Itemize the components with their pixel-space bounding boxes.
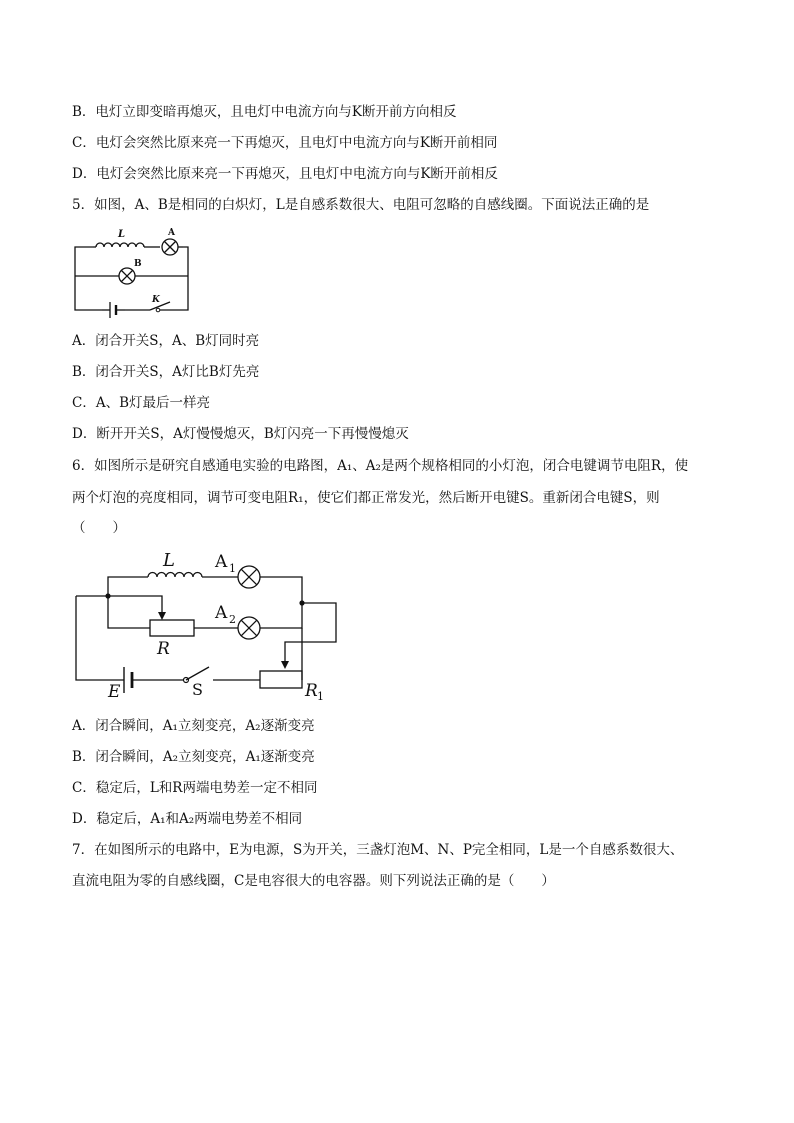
- coil-label: L: [163, 550, 175, 571]
- lamp-a1-label: A: [215, 552, 228, 572]
- option-d-q5: D．断开开关S，A灯慢慢熄灭，B灯闪亮一下再慢慢熄灭: [72, 426, 409, 442]
- lamp-b-label: B: [134, 259, 142, 269]
- option-d-q6: D．稳定后，A₁和A₂两端电势差不相同: [72, 811, 303, 827]
- lamp-a2-label: A: [215, 603, 228, 623]
- resistor-r1-label: R: [305, 681, 318, 701]
- option-a-q6: A．闭合瞬间，A₁立刻变亮，A₂逐渐变亮: [72, 718, 315, 734]
- question-7-stem-line1: 7．在如图所示的电路中，E为电源，S为开关，三盏灯泡M、N、P完全相同，L是一个自感系数很大、: [72, 842, 684, 858]
- coil-label: L: [118, 229, 126, 240]
- lamp-a1-subscript: 1: [229, 562, 236, 575]
- lamp-a2-subscript: 2: [229, 613, 236, 626]
- lamp-a-label: A: [168, 228, 175, 238]
- switch-s-label: S: [192, 680, 203, 699]
- source-e-label: E: [108, 682, 121, 702]
- option-d-q4: D．电灯会突然比原来亮一下再熄灭，且电灯中电流方向与K断开前相反: [72, 166, 498, 182]
- question-6-stem-line1: 6．如图所示是研究自感通电实验的电路图，A₁、A₂是两个规格相同的小灯泡，闭合电键调节电阻R，使: [72, 458, 689, 474]
- answer-blank: （ ）: [72, 520, 126, 536]
- option-c-q6: C．稳定后，L和R两端电势差一定不相同: [72, 780, 318, 796]
- resistor-r1-subscript: 1: [317, 690, 324, 703]
- question-7-stem-line2: 直流电阻为零的自感线圈，C是电容很大的电容器。则下列说法正确的是（ ）: [72, 873, 555, 889]
- option-c-q5: C．A、B灯最后一样亮: [72, 395, 210, 411]
- option-b-q6: B．闭合瞬间，A₂立刻变亮，A₁逐渐变亮: [72, 749, 315, 765]
- option-c-q4: C．电灯会突然比原来亮一下再熄灭，且电灯中电流方向与K断开前相同: [72, 135, 498, 151]
- switch-k-label: K: [152, 295, 160, 305]
- resistor-r-label: R: [157, 639, 170, 659]
- option-b-q4: B．电灯立即变暗再熄灭，且电灯中电流方向与K断开前方向相反: [72, 104, 457, 120]
- question-5-stem: 5．如图，A、B是相同的白炽灯，L是自感系数很大、电阻可忽略的自感线圈。下面说法正确的是: [72, 197, 650, 213]
- option-a-q5: A．闭合开关S，A、B灯同时亮: [72, 333, 260, 349]
- option-b-q5: B．闭合开关S，A灯比B灯先亮: [72, 364, 260, 380]
- question-6-stem-line2: 两个灯泡的亮度相同，调节可变电阻R₁，使它们都正常发光，然后断开电键S。重新闭合电键S，则: [72, 490, 660, 506]
